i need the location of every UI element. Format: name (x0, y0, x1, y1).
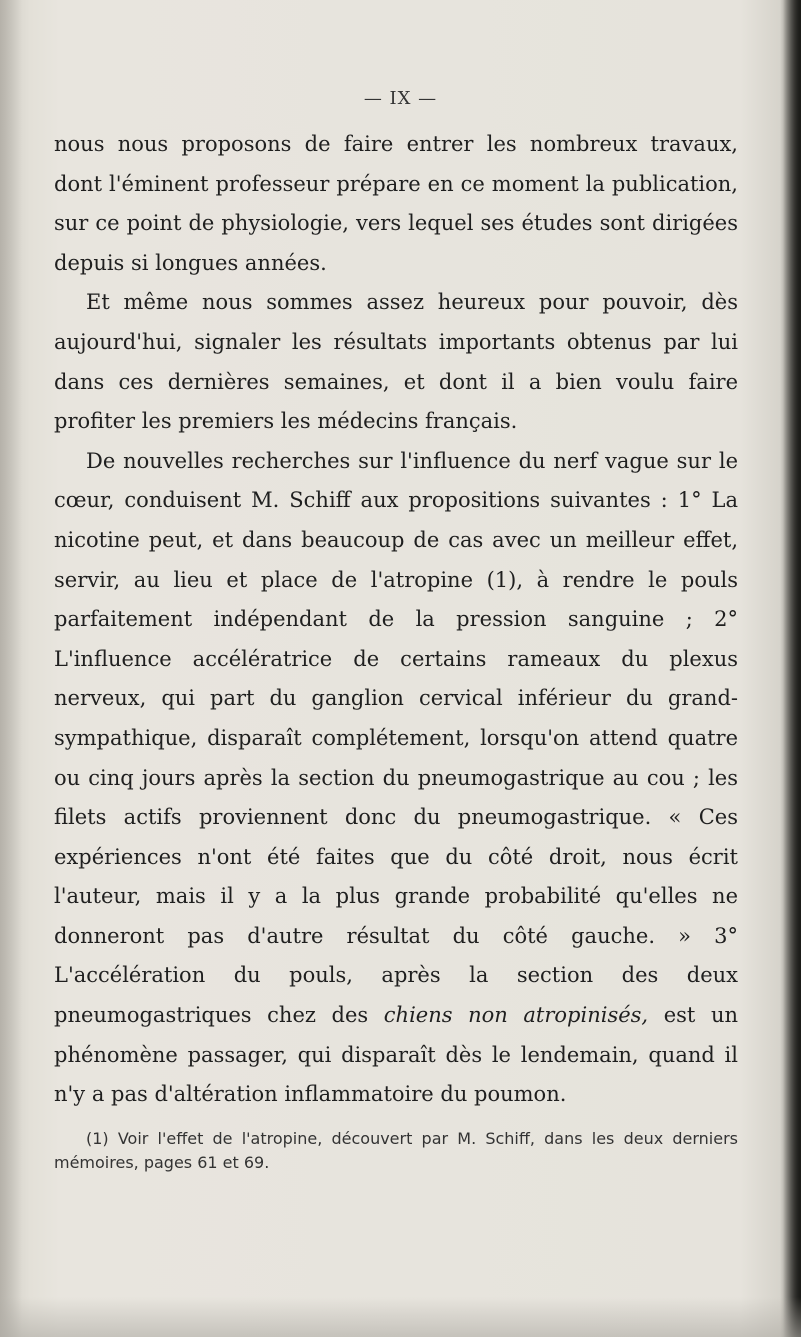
paragraph-3-part-1: De nouvelles recherches sur l'influence du nerf vague sur le cœur, conduisent M. Schiff aux propositions suivantes : 1° La nicotine peut, et dans beaucoup de cas avec un meilleur effet, servir, au lieu et place de l'atropine (1), à rendre le pouls parfaitement indépendant de la pression sanguine ; 2° L'influence accélératrice de certains rameaux du plexus nerveux, qui part du ganglion cervical inférieur du grand-sympathique, disparaît complétement, lorsqu'on attend quatre ou cinq jours après la section du pneumogastrique au cou ; les filets actifs proviennent donc du pneumogastrique. « Ces expériences n'ont été faites que du côté droit, nous écrit l'auteur, mais il y a la plus grande probabilité qu'elles ne donneront pas d'autre résultat du côté gauche. » 3° L'accélération du pouls, après la section des deux pneumogastriques chez des (54, 448, 738, 1028)
paragraph-3-part-2: est un phénomène passager, qui disparaît dès le lendemain, quand il n'y a pas d'altération inflammatoire du poumon. (54, 1003, 738, 1107)
paragraph-1: nous nous proposons de faire entrer les nombreux travaux, dont l'éminent professeur prépare en ce moment la publication, sur ce point de physiologie, vers lequel ses études sont dirigées depuis si longues années. (54, 132, 738, 275)
page-right-edge (783, 0, 801, 1337)
paragraph-3 (54, 442, 738, 1115)
paragraph-2: Et même nous sommes assez heureux pour pouvoir, dès aujourd'hui, signaler les résultats importants obtenus par lui dans ces dernières semaines, et dont il a bien voulu faire profiter les premiers les médecins français. (54, 290, 738, 434)
paragraph-3-italic: chiens non atropinisés, (383, 1003, 649, 1028)
page-number: — IX — (363, 88, 438, 109)
body-text (54, 125, 738, 1115)
page-bottom-shadow (0, 1297, 801, 1337)
page-left-shadow (0, 0, 22, 1337)
footnote-text: (1) Voir l'effet de l'atropine, découvert par M. Schiff, dans les deux derniers mémoires, pages 61 et 69. (54, 1129, 738, 1172)
footnote (54, 1127, 738, 1175)
